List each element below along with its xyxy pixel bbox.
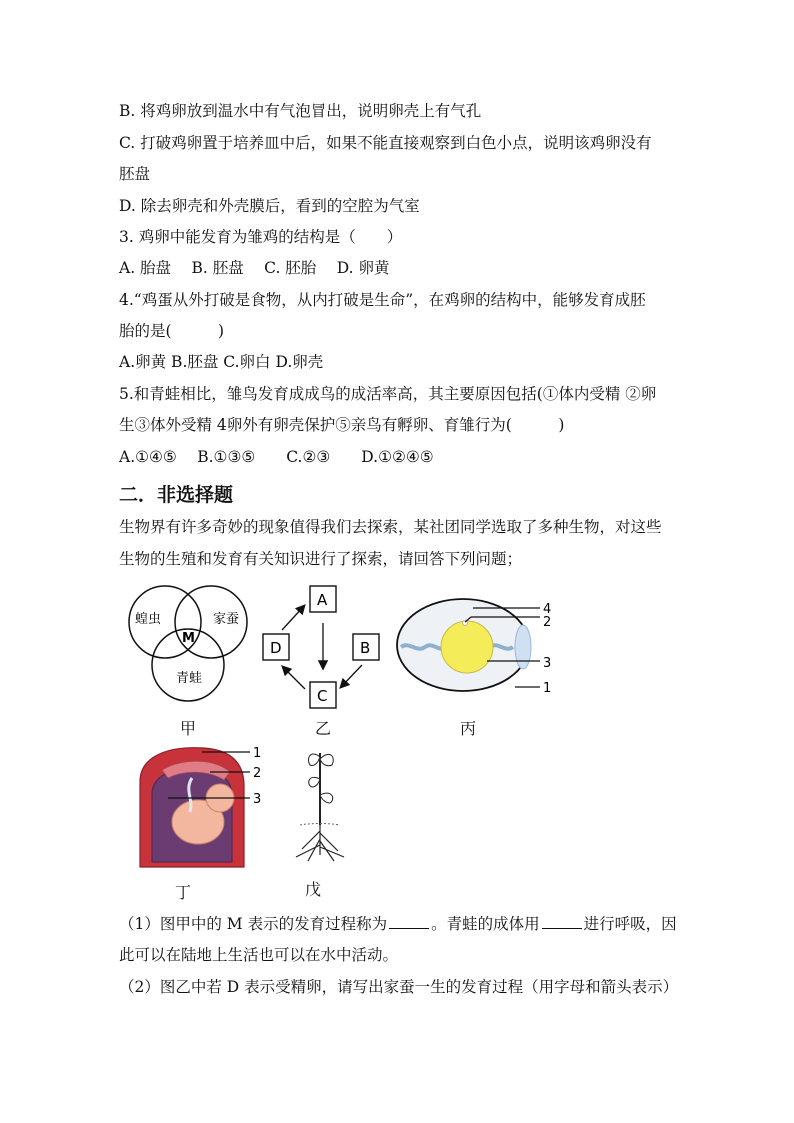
question-1-text-c: 进行呼吸，因 bbox=[583, 915, 677, 933]
figure-wu-caption: 戊 bbox=[305, 880, 322, 899]
roots bbox=[296, 825, 344, 861]
question-2: （2）图乙中若 D 表示受精卵，请写出家蚕一生的发育过程（用字母和箭头表示） bbox=[119, 978, 679, 996]
figure-yi-cycle bbox=[258, 583, 388, 713]
egg-label-3: 3 bbox=[543, 656, 552, 671]
venn-label-locust: 蝗虫 bbox=[135, 612, 162, 627]
figure-bing-caption: 丙 bbox=[460, 719, 477, 738]
cycle-label-c: C bbox=[317, 687, 328, 705]
question-3-options: A. 胎盘 B. 胚盘 C. 胚胎 D. 卵黄 bbox=[119, 259, 390, 277]
question-5: 5.和青蛙相比，雏鸟发育成成鸟的成活率高，其主要原因包括(①体内受精 ②卵 bbox=[119, 385, 657, 403]
question-3: 3. 鸡卵中能发育为雏鸡的结构是（ ） bbox=[119, 228, 403, 246]
intro-text: 生物界有许多奇妙的现象值得我们去探索，某社团同学选取了多种生物，对这些 bbox=[119, 518, 662, 536]
answer-blank-2[interactable] bbox=[542, 914, 582, 929]
figure-ding-fetus bbox=[132, 742, 272, 870]
intro-text-cont: 生物的生殖和发育有关知识进行了探索，请回答下列问题； bbox=[119, 550, 523, 568]
venn-label-m: M bbox=[182, 631, 195, 646]
answer-blank-1[interactable] bbox=[389, 914, 429, 929]
question-4: 4.“鸡蛋从外打破是食物，从内打破是生命”，在鸡卵的结构中，能够发育成胚 bbox=[119, 291, 646, 309]
question-d-option: D. 除去卵壳和外壳膜后，看到的空腔为气室 bbox=[119, 197, 420, 215]
question-1 bbox=[119, 914, 677, 934]
question-1-cont: 此可以在陆地上生活也可以在水中活动。 bbox=[119, 946, 399, 964]
ding-label-3: 3 bbox=[253, 792, 262, 807]
figure-jia-venn bbox=[125, 585, 250, 710]
question-4-options: A.卵黄 B.胚盘 C.卵白 D.卵壳 bbox=[119, 353, 324, 371]
question-b-option: B. 将鸡卵放到温水中有气泡冒出，说明卵壳上有气孔 bbox=[119, 102, 482, 120]
section-heading: 二．非选择题 bbox=[119, 484, 234, 506]
arrow-c-to-d bbox=[283, 667, 305, 689]
cycle-label-b: B bbox=[360, 639, 371, 657]
figure-ding-caption: 丁 bbox=[175, 883, 192, 902]
cycle-label-a: A bbox=[317, 591, 328, 609]
ding-label-2: 2 bbox=[253, 766, 262, 781]
leaf bbox=[309, 777, 320, 787]
cycle-label-d: D bbox=[270, 639, 282, 657]
arrow-d-to-a bbox=[282, 606, 304, 630]
question-5-options: A.①④⑤ B.①③⑤ C.②③ D.①②④⑤ bbox=[119, 448, 434, 466]
leaf bbox=[308, 754, 320, 765]
yolk bbox=[441, 621, 493, 673]
question-c-option-cont: 胚盘 bbox=[119, 165, 151, 183]
egg-label-4: 4 bbox=[543, 602, 552, 617]
venn-label-frog: 青蛙 bbox=[176, 671, 203, 686]
question-5-cont: 生③体外受精 4卵外有卵壳保护⑤亲鸟有孵卵、育雏行为( ) bbox=[119, 416, 565, 434]
figure-jia-caption: 甲 bbox=[180, 719, 197, 738]
figure-wu-seedling bbox=[280, 745, 360, 865]
figure-yi-caption: 乙 bbox=[315, 719, 332, 738]
figure-bing-egg bbox=[395, 595, 560, 700]
question-4-cont: 胎的是( ) bbox=[119, 322, 225, 340]
air-chamber bbox=[515, 625, 531, 669]
egg-label-2: 2 bbox=[543, 615, 552, 630]
question-1-text-a: （1）图甲中的 M 表示的发育过程称为 bbox=[119, 915, 388, 933]
egg-label-1: 1 bbox=[543, 681, 552, 696]
leaf bbox=[320, 754, 333, 765]
question-c-option: C. 打破鸡卵置于培养皿中后，如果不能直接观察到白色小点，说明该鸡卵没有 bbox=[119, 134, 652, 152]
leaf bbox=[320, 793, 333, 803]
ding-label-1: 1 bbox=[253, 746, 262, 761]
venn-label-silkworm: 家蚕 bbox=[213, 612, 240, 627]
arrow-b-to-c bbox=[341, 665, 362, 687]
question-1-text-b: 。青蛙的成体用 bbox=[431, 915, 540, 933]
